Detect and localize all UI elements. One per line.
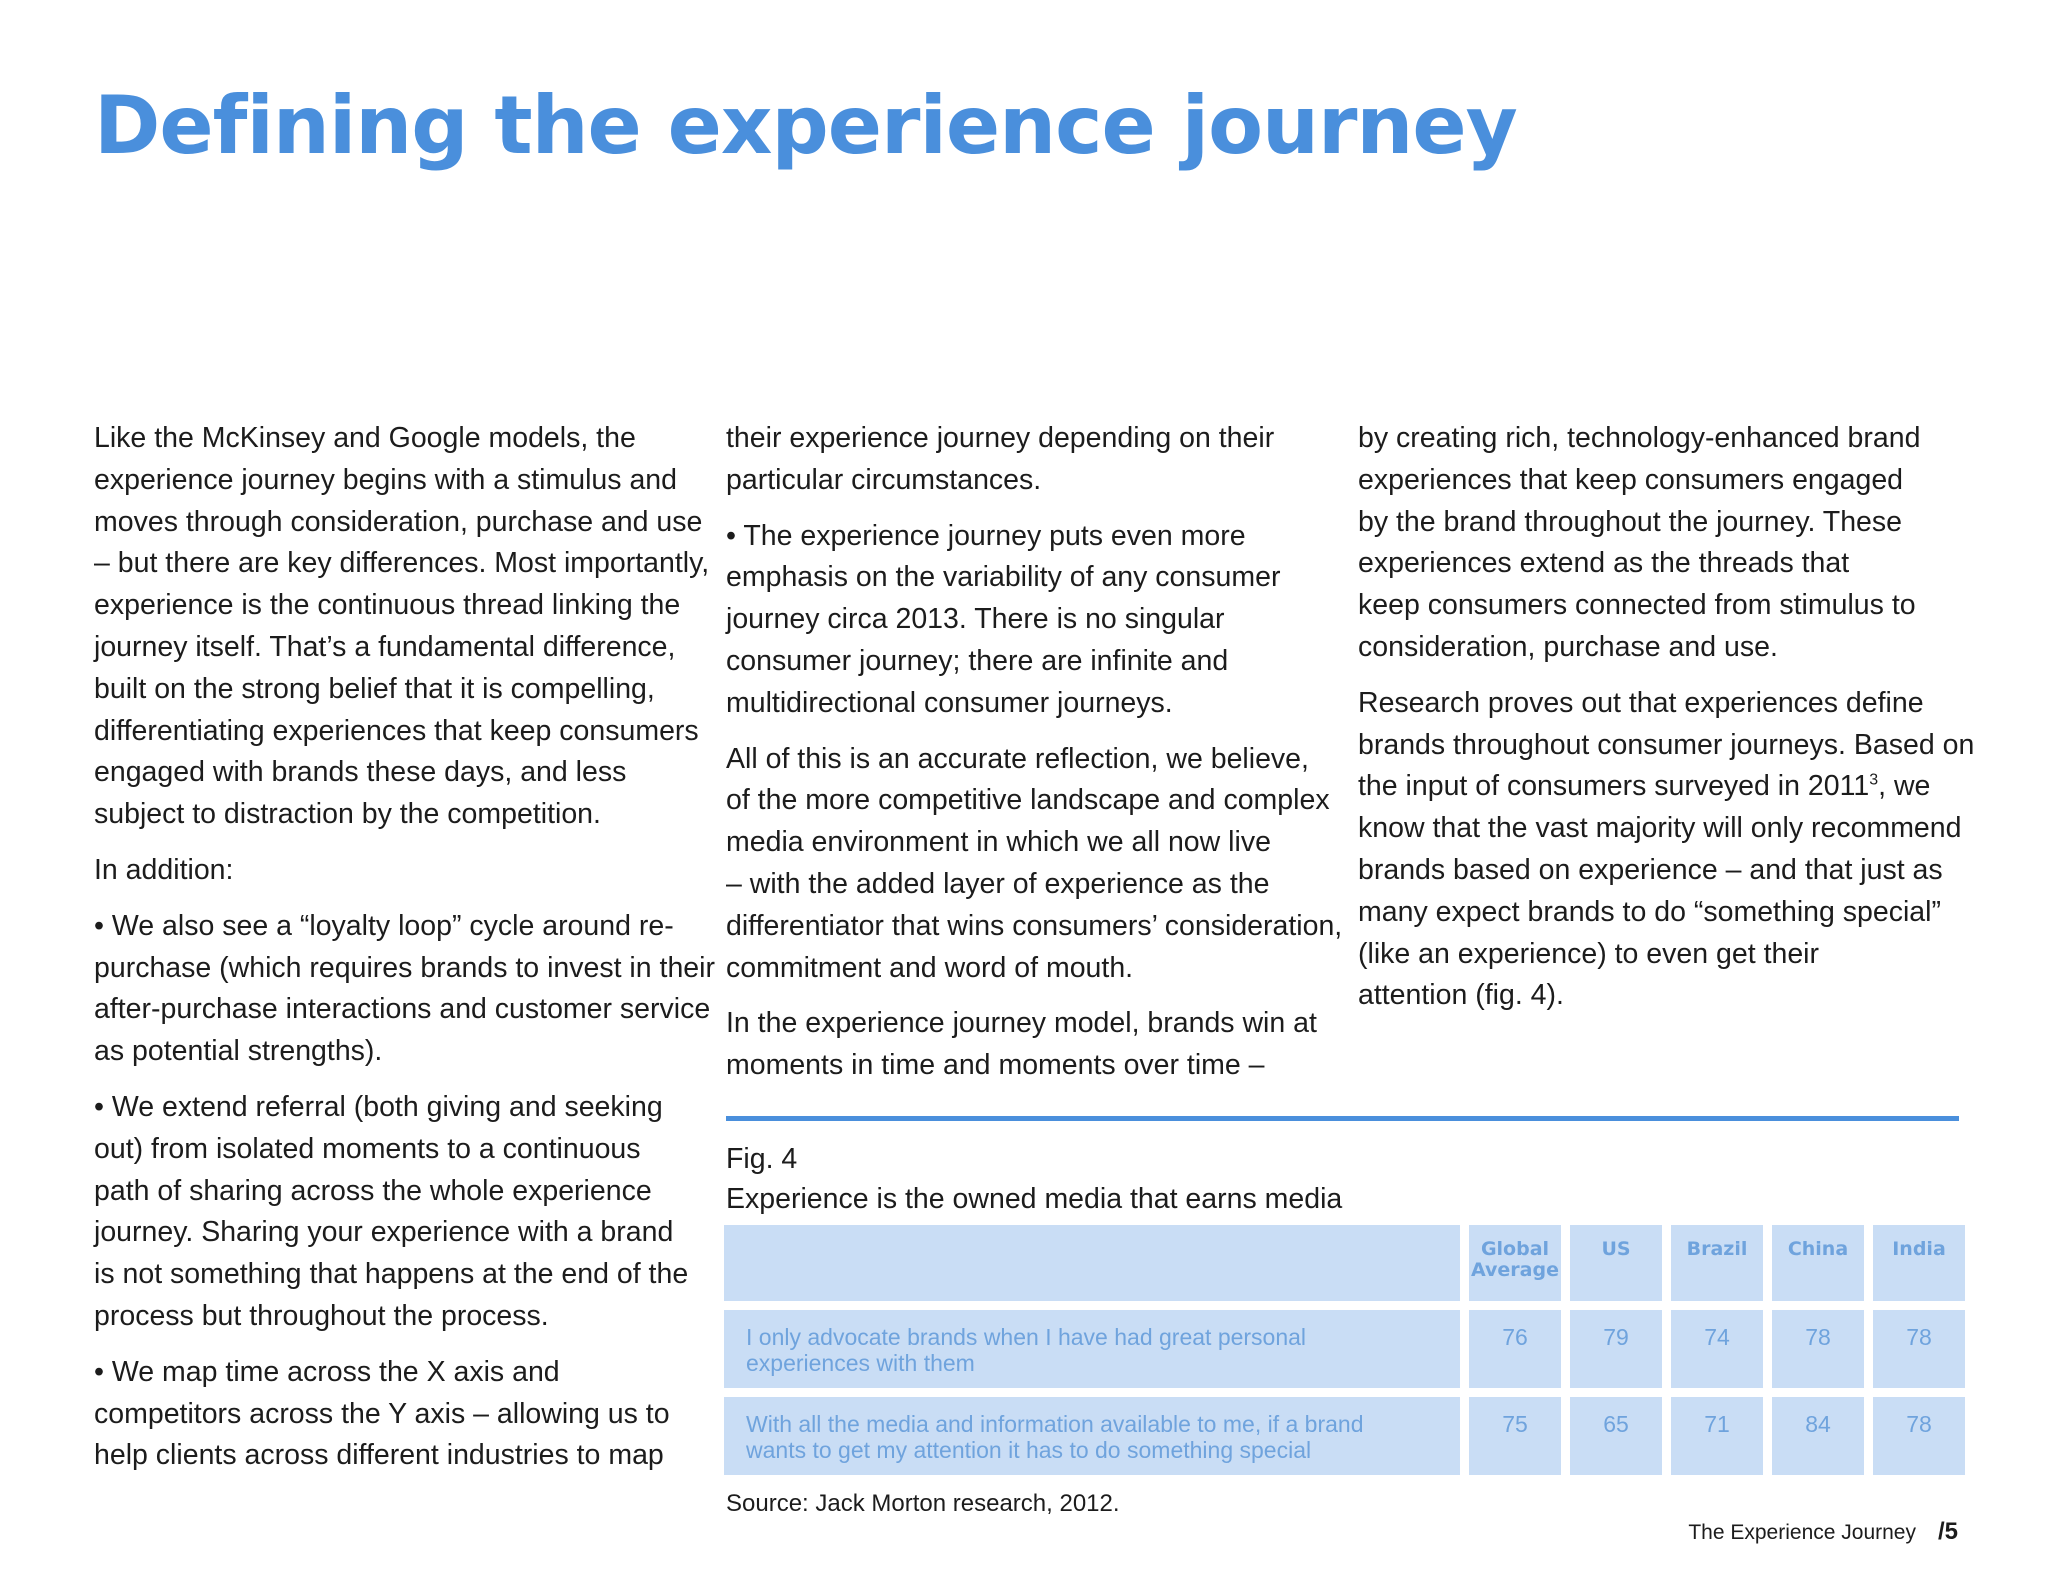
text-line: as potential strengths). (94, 1035, 383, 1068)
figure-divider (726, 1116, 1959, 1121)
value-cell: 79 (1570, 1310, 1662, 1388)
text-line: experiences that keep consumers engaged (1358, 463, 1904, 496)
column-header-china: China (1772, 1225, 1864, 1301)
bullet-referral (94, 1087, 704, 1338)
text-line: consideration, purchase and use. (1358, 630, 1778, 663)
bullet-variability (726, 516, 1336, 725)
page-title: Defining the experience journey (94, 79, 1517, 172)
text-line: after-purchase interactions and customer service (94, 993, 711, 1026)
statement-cell (724, 1397, 1460, 1475)
text-line: All of this is an accurate reflection, we believe, (726, 742, 1309, 775)
text-line: of the more competitive landscape and complex (726, 784, 1330, 817)
text-line: journey. Sharing your experience with a brand (94, 1216, 674, 1249)
text-line: help clients across different industries to map (94, 1439, 664, 1472)
figure-caption: Experience is the owned media that earns media (726, 1183, 1343, 1215)
text-line: wants to get my attention it has to do something special (746, 1437, 1312, 1463)
value-cell: 84 (1772, 1397, 1864, 1475)
text-line: subject to distraction by the competition. (94, 798, 601, 831)
text-line: brands based on experience – and that just as (1358, 853, 1943, 886)
bullet-loyalty-loop (94, 906, 715, 1073)
text-line: moments in time and moments over time – (726, 1049, 1265, 1082)
paragraph-research (1358, 683, 1975, 1017)
figure-source: Source: Jack Morton research, 2012. (726, 1490, 1120, 1517)
paragraph-model (726, 1003, 1336, 1087)
paragraph-creating-experiences (1358, 418, 1968, 669)
footnote-ref: 3 (1869, 771, 1879, 789)
statement-cell (724, 1310, 1460, 1388)
text-line: competitors across the Y axis – allowing us to (94, 1397, 670, 1430)
text-line: experience journey begins with a stimulus and (94, 463, 677, 496)
paragraph-intro (94, 418, 710, 836)
text-column-3 (1358, 418, 1975, 1031)
footer-title: The Experience Journey (1688, 1521, 1916, 1544)
text-line: experience is the continuous thread linking the (94, 589, 681, 622)
header-text: Average (1471, 1259, 1559, 1281)
text-line: experiences extend as the threads that (1358, 547, 1850, 580)
text-line: – with the added layer of experience as the (726, 867, 1270, 900)
value-cell: 78 (1873, 1397, 1965, 1475)
text-line: In the experience journey model, brands win at (726, 1007, 1317, 1040)
text-line: process but throughout the process. (94, 1299, 549, 1332)
text-line: built on the strong belief that it is compelling, (94, 672, 655, 705)
text-line: journey circa 2013. There is no singular (726, 603, 1225, 636)
table-row (724, 1397, 1965, 1475)
text-line: multidirectional consumer journeys. (726, 686, 1173, 719)
text-line: experiences with them (746, 1350, 975, 1376)
column-header-global-average (1469, 1225, 1561, 1301)
text-line: media environment in which we all now live (726, 826, 1271, 859)
text-line: engaged with brands these days, and less (94, 756, 627, 789)
text-line: Like the McKinsey and Google models, the (94, 422, 636, 454)
text-line: brands throughout consumer journeys. Based on (1358, 728, 1975, 761)
text-line: out) from isolated moments to a continuous (94, 1132, 641, 1165)
text-line: emphasis on the variability of any consumer (726, 561, 1281, 594)
value-cell: 74 (1671, 1310, 1763, 1388)
figure-label: Fig. 4 (726, 1143, 798, 1175)
text-line: path of sharing across the whole experience (94, 1174, 652, 1207)
text-line: – but there are key differences. Most importantly, (94, 547, 710, 580)
column-header-us: US (1570, 1225, 1662, 1301)
text-line: attention (fig. 4). (1358, 979, 1564, 1012)
text-line: • We map time across the X axis and (94, 1355, 560, 1388)
text-line: differentiating experiences that keep consumers (94, 714, 699, 747)
text-line: Research proves out that experiences define (1358, 686, 1924, 719)
column-header-india: India (1873, 1225, 1965, 1301)
text-line: particular circumstances. (726, 463, 1042, 496)
text-line: their experience journey depending on their (726, 422, 1275, 454)
text-line: many expect brands to do “something special” (1358, 895, 1941, 928)
text-line: • We extend referral (both giving and seeking (94, 1090, 663, 1123)
column-header-brazil: Brazil (1671, 1225, 1763, 1301)
text-fragment: , we (1878, 770, 1931, 803)
table-row (724, 1310, 1965, 1388)
text-line: I only advocate brands when I have had great personal (746, 1324, 1307, 1350)
table-header-blank (724, 1225, 1460, 1301)
paragraph-continuation (726, 418, 1336, 502)
text-line (1358, 766, 1968, 808)
text-line: • We also see a “loyalty loop” cycle around re- (94, 909, 674, 942)
value-cell: 65 (1570, 1397, 1662, 1475)
header-text: Global (1480, 1238, 1550, 1260)
table-header-row (724, 1225, 1965, 1301)
text-line: is not something that happens at the end of the (94, 1258, 689, 1291)
figure-table (715, 1216, 1974, 1484)
text-line: purchase (which requires brands to invest in their (94, 951, 715, 984)
value-cell: 78 (1873, 1310, 1965, 1388)
text-column-2 (726, 418, 1343, 1101)
text-line: • The experience journey puts even more (726, 519, 1246, 552)
text-line: In addition: (94, 853, 234, 886)
text-line: commitment and word of mouth. (726, 951, 1134, 984)
value-cell: 76 (1469, 1310, 1561, 1388)
value-cell: 78 (1772, 1310, 1864, 1388)
text-line: by creating rich, technology-enhanced brand (1358, 422, 1921, 454)
paragraph-reflection (726, 739, 1343, 990)
page-number: /5 (1937, 1518, 1958, 1545)
text-line: differentiator that wins consumers’ consideration, (726, 909, 1343, 942)
text-line: (like an experience) to even get their (1358, 937, 1820, 970)
text-line: journey itself. That’s a fundamental difference, (94, 630, 676, 663)
text-line: keep consumers connected from stimulus to (1358, 589, 1916, 622)
value-cell: 71 (1671, 1397, 1763, 1475)
text-line: by the brand throughout the journey. These (1358, 505, 1902, 538)
text-column-1 (94, 418, 715, 1491)
text-line: moves through consideration, purchase and use (94, 505, 703, 538)
text-line: With all the media and information available to me, if a brand (746, 1411, 1364, 1437)
bullet-map-time (94, 1352, 704, 1477)
page-footer (1688, 1518, 1958, 1546)
text-line: consumer journey; there are infinite and (726, 644, 1229, 677)
paragraph-in-addition (94, 850, 704, 892)
value-cell: 75 (1469, 1397, 1561, 1475)
text-fragment: the input of consumers surveyed in 2011 (1358, 770, 1870, 803)
text-line: know that the vast majority will only recommend (1358, 812, 1962, 845)
